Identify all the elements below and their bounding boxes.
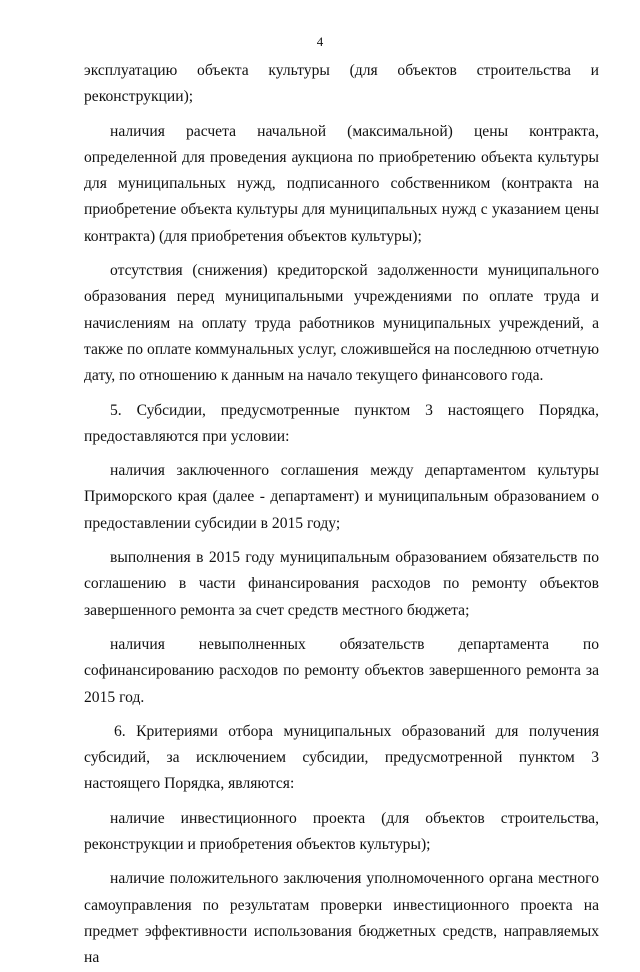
paragraph-6: выполнения в 2015 году муниципальным образованием обязательств по соглашению в части финансирования расходов по ремонту объектов завершенного ремонта за счет средств местного бюджета;: [84, 549, 599, 619]
paragraph-7: наличия невыполненных обязательств департамента по софинансированию расходов по ремонту объектов завершенного ремонта за 2015 год.: [84, 635, 599, 706]
paragraph-2: наличия расчета начальной (максимальной) цены контракта, определенной для проведения аукциона по приобретению объекта культуры для муниципальных нужд, подписанного собственником (контракта на приобретение объекта культуры для муниципальных нужд с указанием цены контракта) (для приобретения объектов культуры);: [84, 122, 599, 245]
paragraph-1: эксплуатацию объекта культуры (для объектов строительства и реконструкции);: [84, 62, 599, 106]
page-number: 4: [316, 34, 324, 49]
paragraph-8: 6. Критериями отбора муниципальных образований для получения субсидий, за исключением субсидии, предусмотренной пунктом 3 настоящего Порядка, являются:: [84, 722, 599, 793]
paragraph-10: наличие положительного заключения уполномоченного органа местного самоуправления по результатам проверки инвестиционного проекта на предмет эффективности использования бюджетных средств, направляемых на: [84, 870, 599, 967]
paragraph-4: 5. Субсидии, предусмотренные пунктом 3 настоящего Порядка, предоставляются при условии:: [84, 401, 599, 445]
paragraph-9: наличие инвестиционного проекта (для объектов строительства, реконструкции и приобретения объектов культуры);: [84, 809, 599, 854]
document-body: [84, 58, 599, 972]
paragraph-5: наличия заключенного соглашения между департаментом культуры Приморского края (далее - департамент) и муниципальным образованием о предоставлении субсидии в 2015 году;: [84, 462, 599, 532]
paragraph-3: отсутствия (снижения) кредиторской задолженности муниципального образования перед муниципальными учреждениями по оплате труда и начислениям на оплату труда работников муниципальных учреждений, а также по оплате коммунальных услуг, сложившейся на последнюю отчетную дату, по отношению к данным на начало текущего финансового года.: [84, 262, 599, 385]
